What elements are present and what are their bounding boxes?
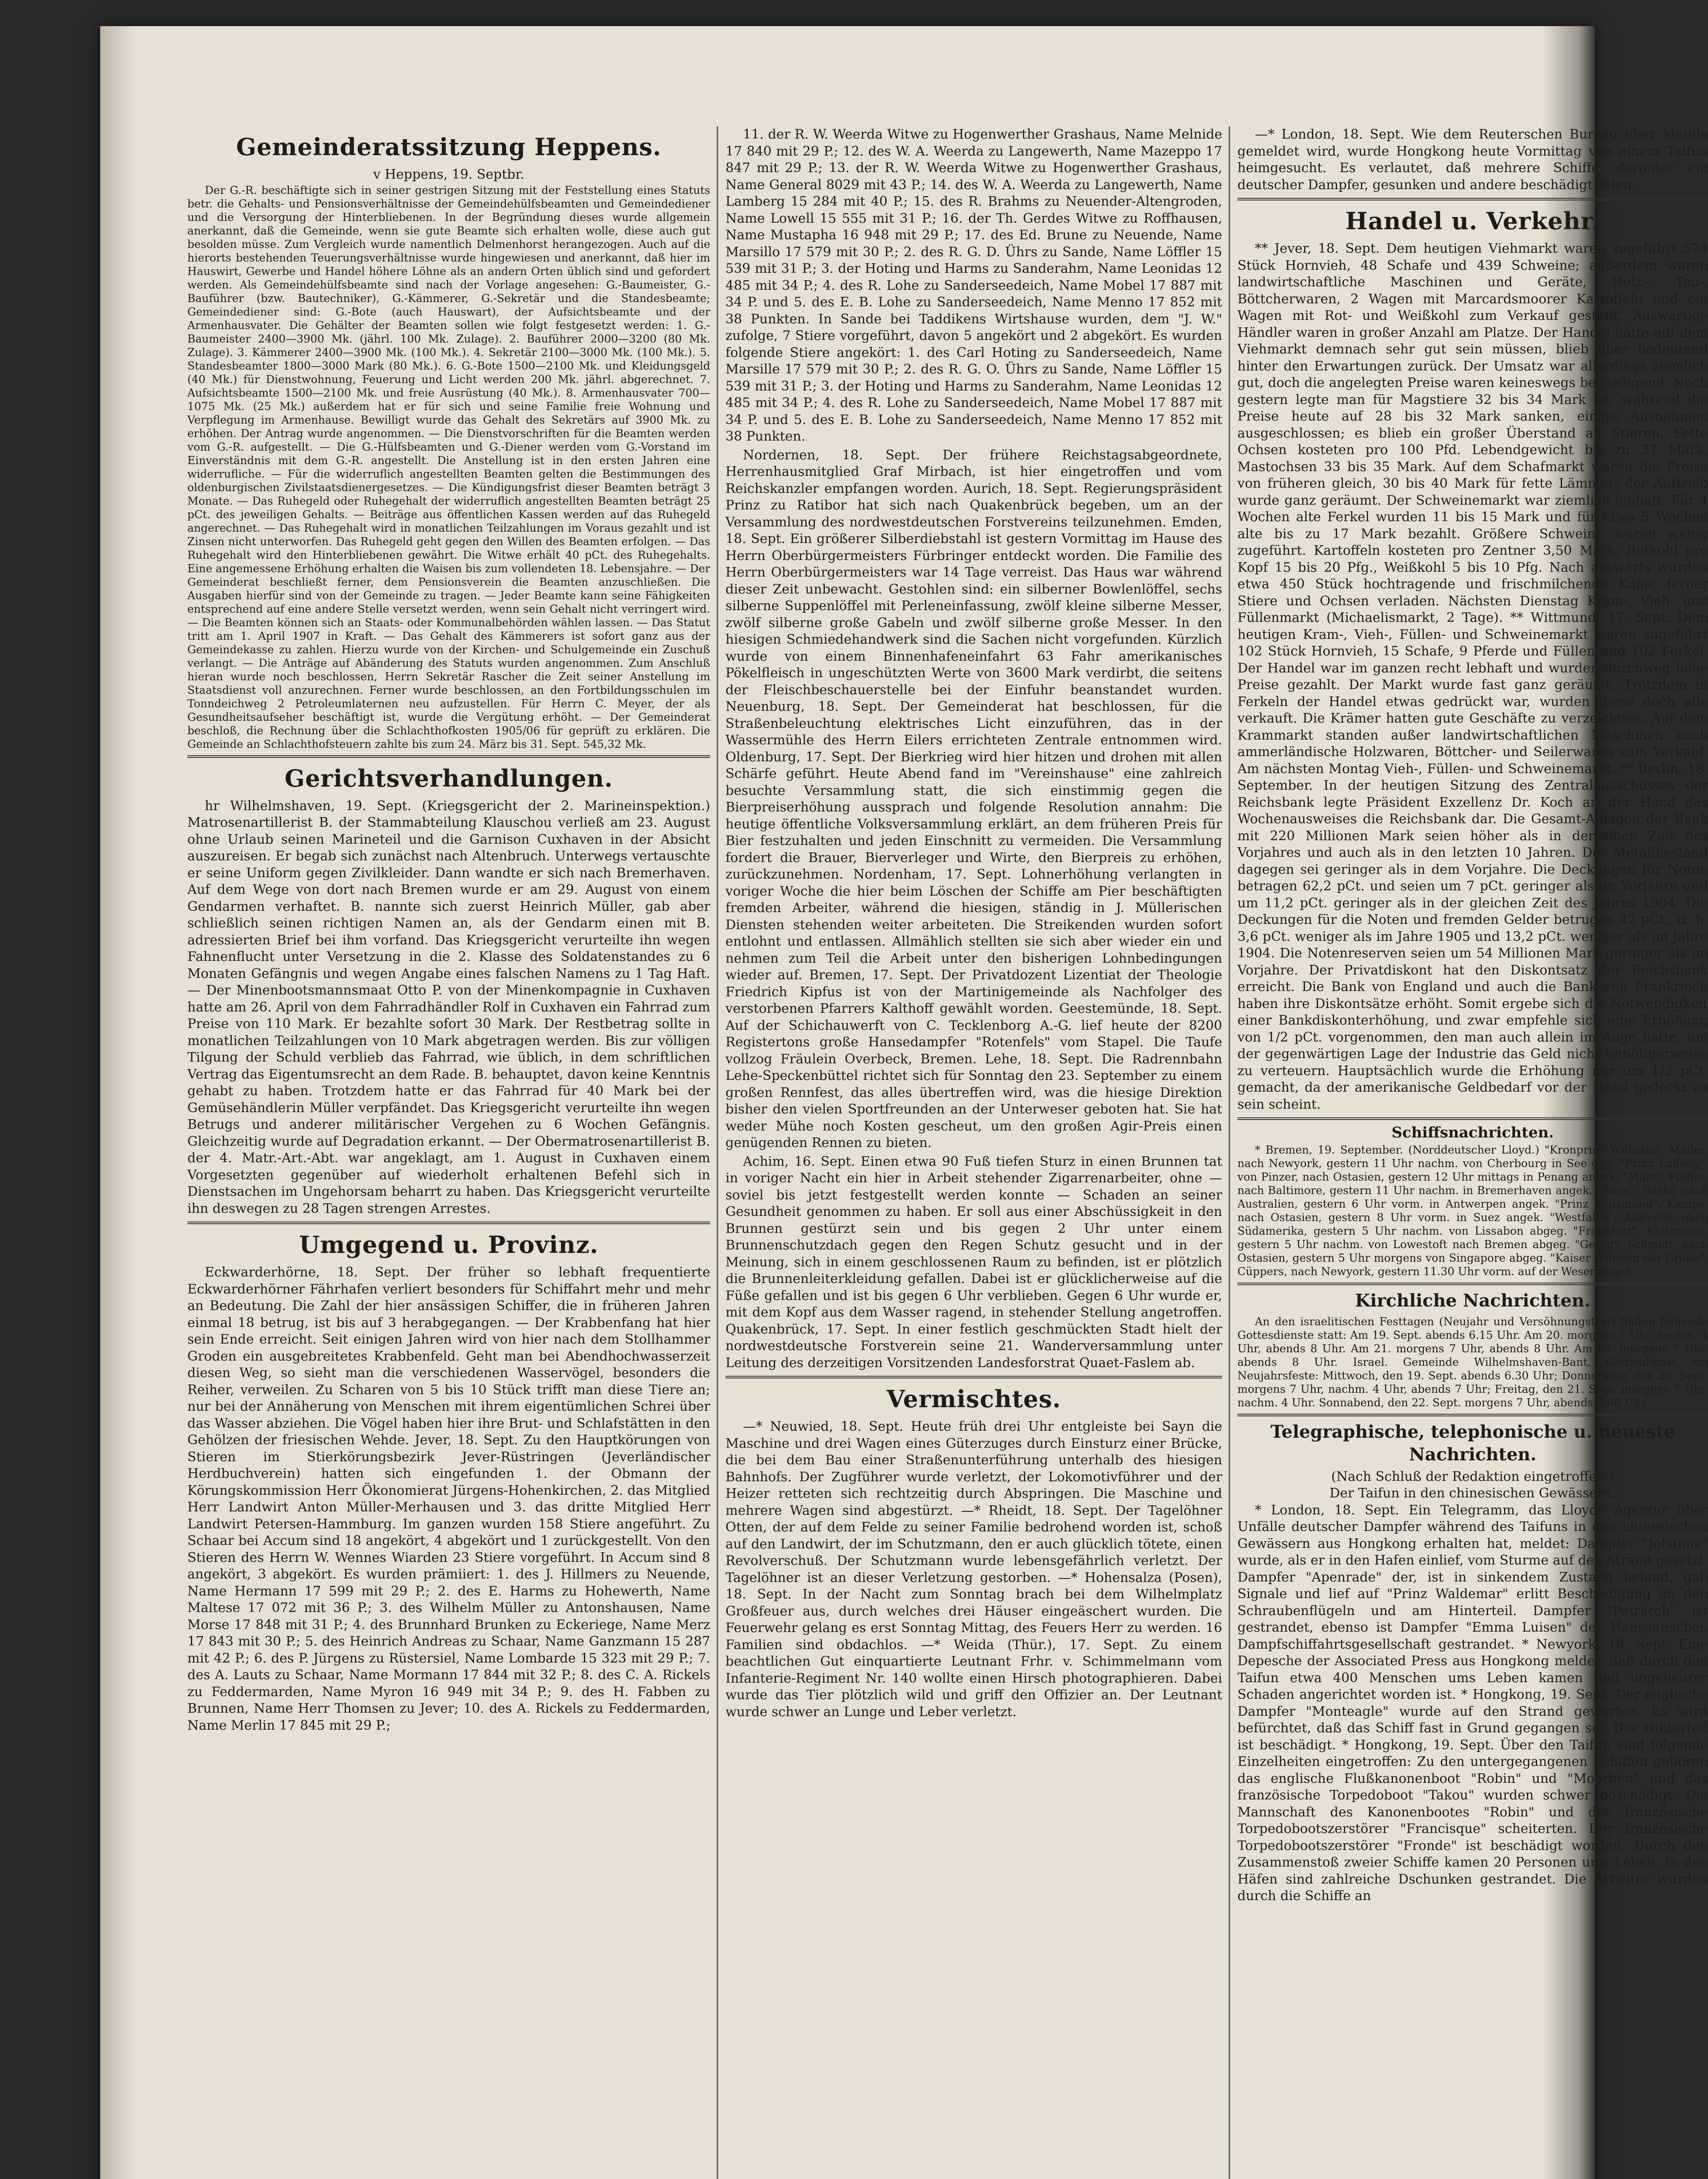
section-divider <box>1237 1414 1708 1416</box>
article-body: Nordernen, 18. Sept. Der frühere Reichstagsabgeordnete, Herrenhausmitglied Graf Mirbach, ist hier eingetroffen und vom Reichskanzler empfangen worden. Aurich, 18. Sept. Regierungspräsident Prinz zu Ratibor hat sich nach Quakenbrück begeben, um an der Versammlung des nordwestdeutschen Forstvereins teilzunehmen. Emden, 18. Sept. Ein größerer Silberdiebstahl ist gestern Vormittag im Hause des Herrn Oberbürgermeisters Fürbringer entdeckt worden. Die Familie des Herrn Oberbürgermeisters war 14 Tage verreist. Das Haus war während dieser Zeit unbewacht. Gestohlen sind: ein silberner Bowlenlöffel, sechs silberne Suppenlöffel mit Perleneinfassung, zwölf kleine silberne Messer, zwölf silberne große Gabeln und zwölf silberne große Messer. In den hiesigen Schmiedehandwerk sind die Sachen nicht vorgefunden. Kürzlich wurde von einem Binnenhafeneinfahrt 63 Fahr amerikanisches Pökelfleisch in ungeschützten Werte von 3600 Mark verdirbt, die seitens der Fleischbeschauerstelle bei der Einfuhr beanstandet wurden. Neuenburg, 18. Sept. Der Gemeinderat hat beschlossen, für die Straßenbeleuchtung elektrisches Licht einzuführen, das in der Wassermühle des Herrn Eilers errichteten Zentrale entnommen wird. Oldenburg, 17. Sept. Der Bierkrieg wird hier hitzen und drohen mit allen Schärfe geführt. Heute Abend fand im "Vereinshause" eine zahlreich besuchte Versammlung statt, die sich einstimmig gegen die Bierpreiserhöhung aussprach und folgende Resolution annahm: Die heutige öffentliche Volksversammlung erklärt, an dem früheren Preis für Bier festzuhalten und jeden Einschnitt zu vermeiden. Die Versammlung fordert die Brauer, Bierverleger und Wirte, den Bierpreis zu erhöhen, zurückzunehmen. Nordenham, 17. Sept. Lohnerhöhung verlangten in voriger Woche die hier beim Löschen der Schiffe am Pier beschäftigten fremden Arbeiter, während die hiesigen, ständig in J. Müllerischen Diensten stehenden weiter arbeiteten. Die Streikenden wurden sofort entlohnt und entlassen. Allmählich stellten sie sich aber wieder ein und nehmen zum Teil die Arbeit unter den bisherigen Lohnbedingungen wieder auf. Bremen, 17. Sept. Der Privatdozent Lizentiat der Theologie Friedrich Kipfus ist von der Martinigemeinde als Nachfolger des verstorbenen Pfarrers Kalthoff gewählt worden. Geestemünde, 18. Sept. Auf der Schichauwerft von C. Tecklenborg A.-G. lief heute der 8200 Registertons große Hansedampfer "Rotenfels" vom Stapel. Die Taufe vollzog Fräulein Overbeck, Bremen. Lehe, 18. Sept. Die Radrennbahn Lehe-Speckenbüttel richtet sich für Sonntag den 23. September zu einem großen Rennfest, das alles übertreffen wird, was die hiesige Direktion bisher den vielen Sportfreunden an der Unterweser geboten hat. Sie hat weder Mühe noch Kosten gescheut, um den großen Agir-Preis einen genügenden Rennen zu bieten. <box>725 447 1222 1151</box>
section-heading: Handel u. Verkehr. <box>1345 207 1600 235</box>
section-heading: Vermischtes. <box>886 1385 1061 1413</box>
section-heading: Gerichtsverhandlungen. <box>285 764 613 792</box>
article-body: * London, 18. Sept. Ein Telegramm, das Lloyds Agentur über Unfälle deutscher Dampfer während des Taifuns in den chinesischen Gewässern aus Hongkong erhalten hat, meldet: Dampfer "Johanne" wurde, als er in den Hafen einlief, vom Sturme auf den Strand gesetzt. Dampfer "Apenrade" der, ist in sinkendem Zustand befand, gab Signale und lief auf "Prinz Waldemar" erlitt Beschädigung an den Schraubenflügeln und am Hinterteil. Dampfer "Petrarch" ist gestrandet, ebenso ist Dampfer "Emma Luisen" der Hanseatischen Dampfschiffahrtsgesellschaft gestrandet. * Newyork, 18. Sept. Eine Depesche der Associated Press aus Hongkong meldet, daß durch den Taifun etwa 400 Menschen ums Leben kamen und ungeheurer Schaden angerichtet worden ist. * Hongkong, 19. Sept. Der englische Dampfer "Monteagle" wurde auf den Strand geworfen. Es wird befürchtet, daß das Schiff fast in Grund gegangen sei. Der Hinterteil ist beschädigt. * Hongkong, 19. Sept. Über den Taifun sind folgende Einzelheiten eingetroffen: Zu den untergegangenen Schiffen gehören das englische Flußkanonenboot "Robin" und "Moorhen" und das französische Torpedoboot "Takou" wurden schwer beschädigt. Die Mannschaft des Kanonenbootes "Robin" und der französische Torpedobootszerstörer "Francisque" scheiterten. Der französische Torpedobootszerstörer "Fronde" ist beschädigt worden. Durch den Zusammenstoß zweier Schiffe kamen 20 Personen ums Leben. In den Häfen sind zahlreiche Dschunken gestrandet. Die Arbeiter wurden durch die Schiffe an <box>1237 1502 1708 1904</box>
article-body: An den israelitischen Festtagen (Neujahr und Versöhnungsfest) finden folgende Gottesdienste statt: Am 19. Sept. abends 6.15 Uhr. Am 20. morgens 7 Uhr, nachm. 4 Uhr, abends 8 Uhr. Am 21. morgens 7 Uhr, abends 8 Uhr. Am 28. morgens 7 Uhr, abends 8 Uhr. Israel. Gemeinde Wilhelmshaven-Bant. Gottesdienst am Neujahrsfeste: Mittwoch, den 19. Sept. abends 6.30 Uhr; Donnerstag, den 20. Sept. morgens 7 Uhr, nachm. 4 Uhr, abends 7 Uhr; Freitag, den 21. Sept. morgens 7 Uhr, nachm. 4 Uhr. Sonnabend, den 22. Sept. morgens 7 Uhr, abends 7.08 Uhr. <box>1237 1315 1708 1409</box>
column-rule <box>717 126 718 2179</box>
article-body: hr Wilhelmshaven, 19. Sept. (Kriegsgericht der 2. Marineinspektion.) Matrosenartillerist B. der Stammabteilung Klauschou verließ am 23. August ohne Urlaub seinen Marineteil und die Garnison Cuxhaven in der Absicht auszureisen. Er begab sich zunächst nach Altenbruch. Unterwegs vertauschte er seine Uniform gegen Zivilkleider. Dann wandte er sich nach Bremerhaven. Auf dem Wege von dort nach Bremen wurde er am 29. August von einem Gendarmen verhaftet. B. nannte sich zuerst Heinrich Müller, gab aber schließlich seinen richtigen Namen an, als der Gendarm einen mit B. adressierten Brief bei ihm vorfand. Das Kriegsgericht verurteilte ihn wegen Fahnenflucht unter Versetzung in die 2. Klasse des Soldatenstandes zu 6 Monaten Gefängnis und wegen Angabe eines falschen Namens zu 1 Tag Haft. — Der Minenbootsmannsmaat Otto P. von der Minenkompagnie in Cuxhaven hatte am 26. April von dem Fahrradhändler Rolf in Cuxhaven ein Fahrrad zum Preise von 110 Mark. Er bezahlte sofort 30 Mark. Der Restbetrag sollte in monatlichen Teilzahlungen von 10 Mark abgetragen werden. Bis zur völligen Tilgung der Schuld verblieb das Fahrrad, wie üblich, in dem schriftlichen Vertrag das Eigentumsrecht an dem Rade. B. behauptet, davon keine Kenntnis gehabt zu haben. Trotzdem hatte er das Fahrrad für 40 Mark bei der Gemüsehändlerin Müller verpfändet. Das Kriegsgericht verurteilte ihn wegen Betrugs und anderer militärischer Vergehen zu 6 Wochen Gefängnis. Gleichzeitig wurde auf Degradation erkannt. — Der Obermatrosenartillerist B. der 4. Matr.-Art.-Abt. war angeklagt, am 1. August in Cuxhaven einem Vorgesetzten gegenüber auf wiederholt erhaltenen Befehl sich in Dienstsachen im Ungehorsam beharrt zu haben. Das Kriegsgericht verurteilte ihn deswegen zu 28 Tagen strengen Arrestes. <box>187 798 710 1216</box>
column-1 <box>187 126 710 2179</box>
column-3 <box>1237 126 1708 2179</box>
section-heading: Telegraphische, telephonische u. neueste Nachrichten. <box>1270 1421 1675 1465</box>
article-body: 11. der R. W. Weerda Witwe zu Hogenwerther Grashaus, Name Melnide 17 840 mit 29 P.; 12. des W. A. Weerda zu Langewerth, Name Mazeppo 17 847 mit 29 P.; 13. der R. W. Weerda Witwe zu Hogenwerther Grashaus, Name General 8029 mit 43 P.; 14. des W. A. Weerda zu Langewerth, Name Lamberg 15 284 mit 40 P.; 15. des R. Brahms zu Neuender-Altengroden, Name Lowell 15 555 mit 31 P.; 16. der Th. Gerdes Witwe zu Roffhausen, Name Mustapha 16 948 mit 29 P.; 17. des Ed. Brune zu Neuende, Name Marsillo 17 579 mit 30 P.; 2. des R. G. D. Ührs zu Sande, Name Löffler 15 539 mit 31 P.; 3. der Hoting und Harms zu Sanderahm, Name Leonidas 12 485 mit 34 P.; 4. des R. Lohe zu Sanderseedeich, Name Mobel 17 887 mit 34 P. und 5. des E. B. Lohe zu Sanderseedeich, Name Menno 17 852 mit 38 Punkten. In Sande bei Taddikens Wirtshause wurden, dem "J. W." zufolge, 7 Stiere vorgeführt, davon 5 angekört und 2 abgekört. Es wurden folgende Stiere angekört: 1. des Carl Hoting zu Sanderseedeich, Name Marsille 17 579 mit 30 P.; 2. des R. G. O. Ührs zu Sande, Name Löffler 15 539 mit 31 P.; 3. der Hoting und Harms zu Sanderahm, Name Leonidas 12 485 mit 34 P.; 4. des R. Lohe zu Sanderseedeich, Name Mobel 17 887 mit 34 P. und 5. des E. B. Lohe zu Sanderseedeich, Name Menno 17 852 mit 38 Punkten. <box>725 127 1222 444</box>
section-divider <box>1237 1283 1708 1285</box>
section-heading: Kirchliche Nachrichten. <box>1355 1290 1591 1311</box>
article-body: Achim, 16. Sept. Einen etwa 90 Fuß tiefen Sturz in einen Brunnen tat in voriger Nacht ein hier in Arbeit stehender Zigarrenarbeiter, ohne — soviel bis jetzt festgestellt werden konnte — Schaden an seiner Gesundheit genommen zu haben. Er soll aus einer Abschüssigkeit in den Brunnen gestürzt sein und bis gegen 2 Uhr unter einem Brunnenschutzdach gegen den Regen Schutz gesucht und in der Meinung, sich in einem geschlossenen Raum zu befinden, ist er plötzlich die Brunnenleiterkleidung gefallen. Dabei ist er glücklicherweise auf die Füße gefallen und ist bis gegen 6 Uhr verblieben. Gegen 6 Uhr wurde er, mit dem Kopf aus dem Wasser ragend, in stehender Stellung angetroffen. Quakenbrück, 17. Sept. In einer festlich geschmückten Stadt hielt der nordwestdeutsche Forstverein seine 21. Wanderversammlung unter Leitung des derzeitigen Vorsitzenden Landesforstrat Quaet-Faslem ab. <box>725 1154 1222 1371</box>
section-heading: Umgegend u. Provinz. <box>299 1231 599 1259</box>
newspaper-page <box>100 26 1708 2179</box>
article-body: —* London, 18. Sept. Wie dem Reuterschen Bureau über Manila gemeldet wird, wurde Hongkong heute Vormittag von einem Taifun heimgesucht. Es verlautet, daß mehrere Schiffe, darunter ein deutscher Dampfer, gesunken und andere beschädigt seien. <box>1237 127 1708 193</box>
article-body: * Bremen, 19. September. (Norddeutscher Lloyd.) "Kronprinz Wilhelm", Müller, nach Newyork, gestern 11 Uhr nachm. von Cherbourg in See geg. "Prinz Ludwig", von Pinzer, nach Ostasien, gestern 12 Uhr mittags in Penang angek. "Main", Pfeffer, nach Baltimore, gestern 11 Uhr nachm. in Bremerhaven angek. "Roon", Wiehr, nach Australien, gestern 6 Uhr vorm. in Antwerpen angek. "Prinz Sigismund", Kamps, nach Ostasien, gestern 8 Uhr vorm. in Suez angek. "Westfalen", Albrecht, nach Südamerika, gestern 5 Uhr nachm. von Lissabon abgeg. "Frankfurt", Kluttmann, gestern 5 Uhr nachm. von Lowestoft nach Bremen abgeg. "Georg", Schmidt, nach Ostasien, gestern 5 Uhr morgens von Singapore abgeg. "Kaiser Wilhelm der Große", Cüppers, nach Newyork, gestern 11.30 Uhr vorm. auf der Weser angek. <box>1237 1143 1708 1278</box>
section-divider <box>1237 1117 1708 1120</box>
column-2 <box>725 126 1222 2179</box>
section-heading: Schiffsnachrichten. <box>1391 1124 1554 1141</box>
section-divider <box>725 1376 1222 1378</box>
subheading: Der Taifun in den chinesischen Gewässern. <box>1329 1486 1616 1501</box>
article-body: Der G.-R. beschäftigte sich in seiner gestrigen Sitzung mit der Feststellung eines Statuts betr. die Gehalts- und Pensionsverhältnisse der Gemeindehülfsbeamten und Gemeindediener und die Versorgung der Hinterbliebenen. In der Begründung dieses wurde allgemein anerkannt, daß die Gemeinde, wenn sie gute Beamte sich erhalten wolle, diese auch gut besolden müsse. Zum Vergleich wurde namentlich Delmenhorst herangezogen. Auch auf die hierorts bestehenden Teuerungsverhältnisse wurde hingewiesen und anerkannt, daß hier im Hauswirt, Gewerbe und Handel höhere Löhne als an andern Orten üblich sind und gefordert werden. Als Gemeindehülfsbeamte sind nach der Vorlage angesehen: G.-Baumeister, G.-Bauführer (bzw. Bautechniker), G.-Kämmerer, G.-Sekretär und die Standesbeamte; Gemeindediener sind: G.-Bote (auch Hauswart), der Aufsichtsbeamte und der Armenhausvater. Die Gehälter der Beamten sollen wie folgt festgesetzt werden: 1. G.-Baumeister 2400—3900 Mk. (jährl. 100 Mk. Zulage). 2. Bauführer 2000—3200 (80 Mk. Zulage). 3. Kämmerer 2400—3900 Mk. (100 Mk.). 4. Sekretär 2100—3000 Mk. (100 Mk.). 5. Standesbeamter 1800—3000 Mark (80 Mk.). 6. G.-Bote 1500—2100 Mk. und Kleidungsgeld (40 Mk.) für Dienstwohnung, Feuerung und Licht werden 200 Mk. jährl. abgerechnet. 7. Aufsichtsbeamte 1500—2100 Mk. und freie Ausrüstung (40 Mk.). 8. Armenhausvater 700—1075 Mk. (25 Mk.) außerdem hat er für sich und seine Familie freie Wohnung und Verpflegung im Armenhause. Bewilligt wurde das Gehalt des Sekretärs auf 3900 Mk. zu erhöhen. Der Antrag wurde angenommen. — Die Dienstvorschriften für die Beamten werden vom G.-R. aufgestellt. — Die G.-Hülfsbeamten und G.-Diener werden vom G.-Vorstand im Einverständnis mit dem G.-R. angestellt. Die Anstellung ist in den ersten Jahren eine widerrufliche. — Für die widerruflich angestellten Beamten gelten die Bestimmungen des oldenburgischen Zivilstaatsdienergesetzes. — Die Kündigungsfrist dieser Beamten beträgt 3 Monate. — Das Ruhegeld oder Ruhegehalt der widerruflich angestellten Beamten beträgt 25 pCt. des jeweiligen Gehalts. — Beiträge aus öffentlichen Kassen werden auf das Ruhegeld angerechnet. — Das Ruhegehalt wird in monatlichen Teilzahlungen im Voraus gezahlt und ist Zinsen nicht unterworfen. Das Ruhegeld geht gegen den Willen des Beamten erfolgen. — Das Ruhegehalt wird den Hinterbliebenen gewährt. Die Witwe erhält 40 pCt. des Ruhegehalts. Eine angemessene Erhöhung erhalten die Waisen bis zum vollendeten 18. Lebensjahre. — Der Gemeinderat beschließt ferner, dem Pensionsverein die Beamten anzuschließen. Die Ausgaben hierfür sind von der Gemeinde zu tragen. — Jeder Beamte kann seine Fähigkeiten entsprechend auf eine andere Stelle versetzt werden, wenn sein Gehalt nicht verringert wird. — Die Beamten können sich an Staats- oder Kommunalbehörden wählen lassen. — Das Statut tritt am 1. April 1907 in Kraft. — Das Gehalt des Kämmerers ist sofort ganz aus der Gemeindekasse zu zahlen. Hierzu wurde von der Kirchen- und Schulgemeinde ein Zuschuß verlangt. — Die Anträge auf Abänderung des Statuts wurden angenommen. Zum Anschluß hieran wurde noch beschlossen, Herrn Sekretär Rascher die Zeit seiner Anstellung im Staatsdienst voll anzurechnen. Ferner wurde beschlossen, an den Fortbildungsschulen im Tonndeichweg 2 Petroleumlaternen neu aufzustellen. Für Herrn C. Meyer, der als Gesundheitsaufseher beschäftigt ist, wurde die Vergütung erhöht. — Der Gemeinderat beschloß, die Rechnung über die Schlachthofkosten 1905/06 für geprüft zu erklären. Die Gemeinde an Schlachthofsteuern zahlte bis zum 24. März bis 31. Sept. 545,32 Mk. <box>187 183 710 750</box>
editorial-note: (Nach Schluß der Redaktion eingetroffen.) <box>1331 1469 1614 1484</box>
article-body: Eckwarderhörne, 18. Sept. Der früher so lebhaft frequentierte Eckwarderhörner Fährhafen verliert besonders für Schiffahrt mehr und mehr an Bedeutung. Die Zahl der hier ansässigen Schiffer, die in früheren Jahren einmal 18 betrug, ist bis auf 3 herabgegangen. — Der Krabbenfang hat hier sein Ende erreicht. Seit einigen Jahren wird von hier nach dem Stollhammer Groden ein ausgebreitetes Krabbenfeld. Geht man bei Abendhochwasserzeit diesen Weg, so sieht man die verschiedenen Wasservögel, besonders die Reiher, verweilen. Zu Scharen von 5 bis 10 Stück trifft man diese Tiere an; nur bei der Annäherung von Menschen mit ihrem eigentümlichen Schrei über das Wasser abziehen. Die Vögel haben hier ihre Brut- und Schlafstätten in den Gehölzen der friesischen Wehde. Jever, 18. Sept. Zu den Hauptkörungen von Stieren im Stierkörungsbezirk Jever-Rüstringen (Jeverländischer Herdbuchverein) hatten sich eingefunden 1. der Obmann der Körungskommission Herr Ökonomierat Jürgens-Hohenkirchen, 2. das Mitglied Herr Landwirt Anton Müller-Merhausen und 3. das dritte Mitglied Herr Landwirt Petersen-Hammburg. Im ganzen wurden 158 Stiere angeführt. Zu Schaar bei Accum sind 18 angekört, 4 abgekört und 1 zurückgestellt. Von den Stieren des Herrn W. Wennes Wiarden 23 Stiere vorgeführt. In Accum sind 8 angekört, 3 abgekört. Es wurden prämiiert: 1. des J. Hillmers zu Neuende, Name Hermann 17 599 mit 29 P.; 2. des E. Harms zu Hohewerth, Name Maltese 17 072 mit 36 P.; 3. des Wilhelm Müller zu Antonshausen, Name Morse 17 848 mit 31 P.; 4. des Brunnhard Brunken zu Eckeriege, Name Merz 17 843 mit 30 P.; 5. des Heinrich Andreas zu Schaar, Name Ganzmann 15 287 mit 42 P.; 6. des P. Jürgens zu Rüstersiel, Name Lombarde 15 323 mit 29 P.; 7. des A. Lauts zu Schaar, Name Mormann 17 844 mit 32 P.; 8. des C. A. Rickels zu Feddermarden, Name Myron 16 949 mit 34 P.; 9. des H. Fabben zu Brunnen, Name Herr Thomsen zu Jever; 10. des A. Rickels zu Feddermarden, Name Merlin 17 845 mit 29 P.; <box>187 1265 710 1733</box>
dateline: v Heppens, 19. Septbr. <box>373 167 525 182</box>
section-divider <box>187 1222 710 1224</box>
article-body: —* Neuwied, 18. Sept. Heute früh drei Uhr entgleiste bei Sayn die Maschine und drei Wagen eines Güterzuges durch Einsturz einer Brücke, die bei dem Bau einer Straßenunterführung unterhalb des hiesigen Bahnhofs. Der Zugführer wurde verletzt, der Lokomotivführer und der Heizer retteten sich rechtzeitig durch Abspringen. Die Maschine und mehrere Wagen sind abgestürzt. —* Rheidt, 18. Sept. Der Tagelöhner Otten, der auf dem Felde zu seiner Familie bedrohend worden ist, schoß auf den Landwirt, der im Schutzmann, den er auch glücklich tötete, einen Revolverschuß. Der Schutzmann wurde lebensgefährlich verletzt. Der Tagelöhner ist an dieser Verletzung gestorben. —* Hohensalza (Posen), 18. Sept. In der Nacht zum Sonntag brach bei dem Wilhelmplatz Großfeuer aus, durch welches drei Häuser eingeäschert wurden. Die Feuerwehr gelang es erst Sonntag Mittag, des Feuers Herr zu werden. 16 Familien sind obdachlos. —* Weida (Thür.), 17. Sept. Zu einem beachtlichen Gut einquartierte Leutnant Frhr. v. Schimmelmann vom Infanterie-Regiment Nr. 140 wollte einen Hirsch photographieren. Dabei wurde das Tier plötzlich wild und griff den Offizier an. Der Leutnant wurde schwer an Lunge und Leber verletzt. <box>725 1419 1222 1720</box>
binding-spine <box>100 26 135 2179</box>
section-divider <box>187 755 710 758</box>
article-body: ** Jever, 18. Sept. Dem heutigen Viehmarkt waren zugeführt 574 Stück Hornvieh, 48 Schafe und 439 Schweine; außerdem waren landwirtschaftliche Maschinen und Geräte, Holz-, Tau-, Böttcherwaren, 2 Wagen mit Marcardsmoorer Kartoffeln und ein Wagen mit Rot- und Weißkohl zum Verkauf gestellt. Auswärtige Händler waren in großer Anzahl am Platze. Der Handel hätte auf dem Viehmarkt demnach sehr gut sein müssen, blieb aber bedeutend hinter den Erwartungen zurück. Der Umsatz war allerdings ziemlich gut, doch die angelegten Preise waren keineswegs befriedigend. Noch gestern legte man für Magstiere 32 bis 34 Mark an, während die Preise heute auf 28 bis 32 Mark sanken, einige Ausnahmen ausgeschlossen; es blieb ein großer Überstand an Stieren. Fette Ochsen kosteten pro 100 Pfd. Lebendgewicht bis zu 37 Mark, Mastochsen 33 bis 35 Mark. Auf dem Schafmarkt waren die Preise von früheren gleich, 30 bis 40 Mark für fette Lämmer; der Auftrieb wurde ganz geräumt. Der Schweinemarkt war ziemlich lebhaft. Für 4 Wochen alte Ferkel wurden 11 bis 15 Mark und für etwa 5 Wochen alte bis zu 17 Mark bezahlt. Größere Schweine waren wenig zugeführt. Kartoffeln kosteten pro Zentner 3,50 Mark, Rotkohl pro Kopf 15 bis 20 Pfg., Weißkohl 5 bis 10 Pfg. Nach auswärts wurden etwa 450 Stück hochtragende und frischmilchende Kühe, ferner Stiere und Ochsen verladen. Nächsten Dienstag Kram-, Vieh- und Füllenmarkt (Michaelismarkt, 2 Tage). ** Wittmund, 17. Sept. Dem heutigen Kram-, Vieh-, Füllen- und Schweinemarkt waren zugeführt 102 Stück Hornvieh, 15 Schafe, 9 Pferde und Füllen und 102 Ferkel. Der Handel war im ganzen recht lebhaft und wurden durchweg hohe Preise gezahlt. Der Markt wurde fast ganz geräumt. Trotzdem in Ferkeln der Handel etwas gedrückt war, wurden diese doch alle verkauft. Die Krämer hatten gute Geschäfte zu verzeichnen. Auf dem Krammarkt standen außer landwirtschaftlichen Maschinen auch ammerländische Holzwaren, Böttcher- und Seilerwaren zum Verkauf. Am nächsten Montag Vieh-, Füllen- und Schweinemarkt. ** Berlin, 18. September. In der heutigen Sitzung des Zentralausschusses der Reichsbank legte Präsident Exzellenz Dr. Koch an der Hand des Wochenausweises die Reichsbank dar. Die Gesamt-Anlagen der Bank mit 220 Millionen Mark seien höher als in derselben Zeit des Vorjahres und auch als in den letzten 10 Jahren. Der Metallbestand dagegen sei geringer als in dem Vorjahre. Die Deckungen für Noten betragen 62,2 pCt. und seien um 7 pCt. geringer als im Vorjahre und um 11,2 pCt. geringer als in der gleichen Zeit des Jahres 1904. Die Deckungen für die Noten und fremden Gelder betrugen 42 pCt., d. h. 3,6 pCt. weniger als im Jahre 1905 und 13,2 pCt. weniger als im Jahre 1904. Die Notenreserven seien um 54 Millionen Mark geringer als im Vorjahre. Der Privatdiskont hat den Diskontsatz der Reichsbank erreicht. Die Bank von England und auch die Bank von Frankreich haben ihre Diskontsätze erhöht. Somit ergebe sich die Notwendigkeit einer Bankdiskonterhöhung, und zwar empfehle sich eine Erhöhung von 1/2 pCt. vorgenommen, den man auch allein im Auge hatte, um der gegenwärtigen Lage der Industrie das Geld nicht unnötigerweise zu verteuern. Hauptsächlich wurde die Erhöhung nur um 1/2 pCt. gemacht, da der amerikanische Geldbedarf vor der Hand gedeckt zu sein scheint. <box>1237 241 1708 1112</box>
section-divider <box>1237 198 1708 200</box>
column-rule <box>1229 126 1230 2179</box>
section-heading: Gemeinderatssitzung Heppens. <box>236 133 661 161</box>
